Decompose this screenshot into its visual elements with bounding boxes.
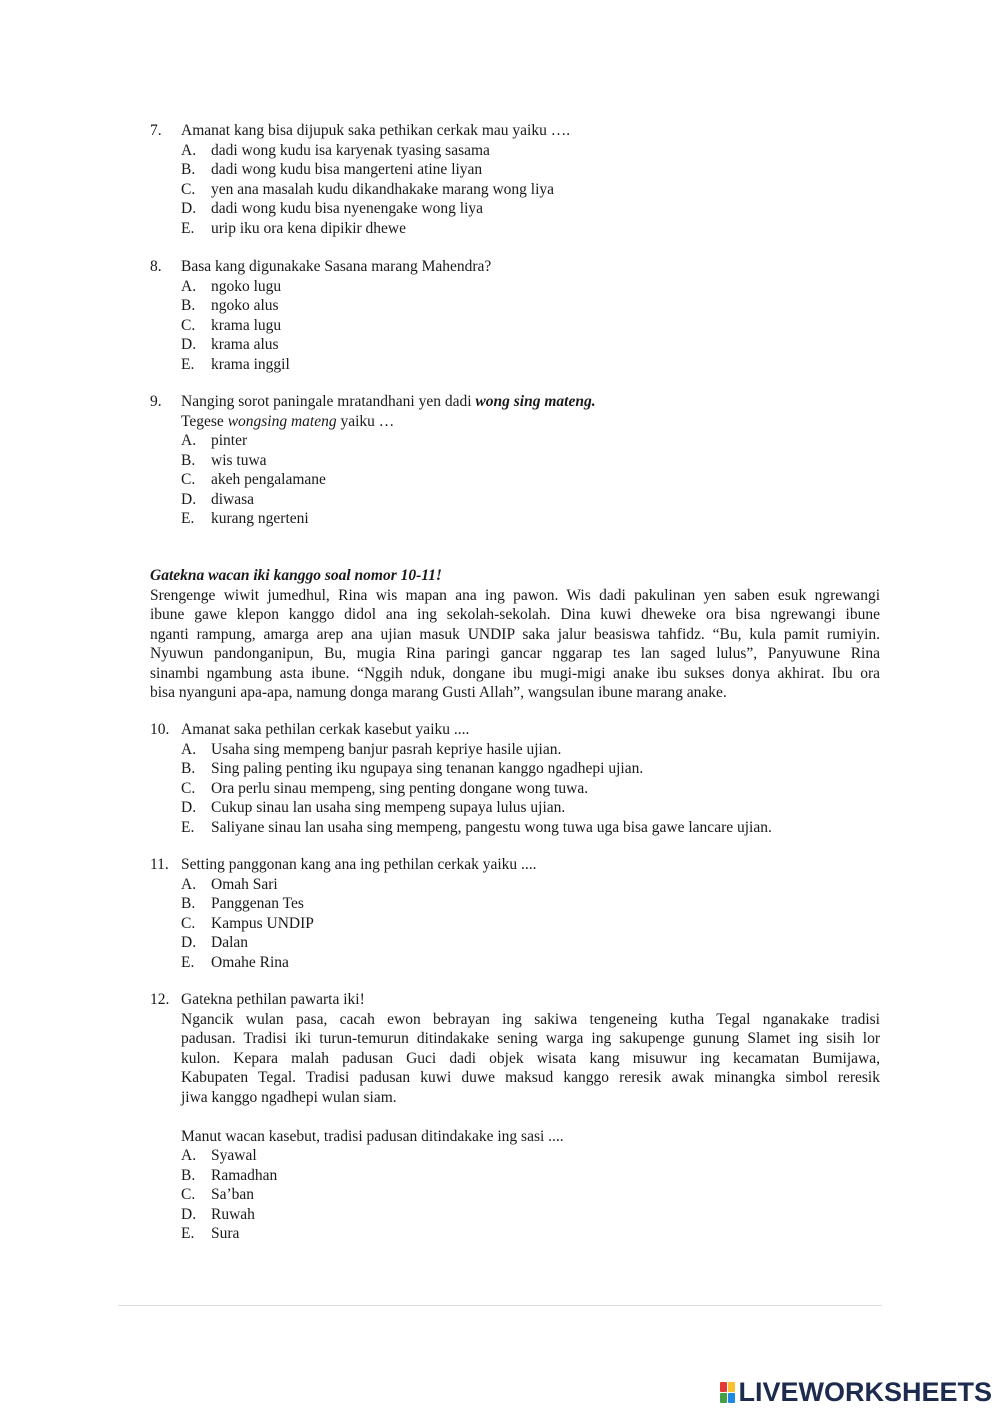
option-item — [181, 219, 880, 239]
option-text: Sing paling penting iku ngupaya sing tenanan kanggo ngadhepi ujian. — [211, 760, 644, 777]
option-letter: D. — [181, 490, 197, 508]
passage-line: Nyuwun pandonganipun, Bu, mugia Rina paringi gancar nggarap tes lan saged lulus”, Panyuwune Rina — [150, 645, 880, 662]
option-item — [181, 141, 880, 161]
option-letter: B. — [181, 161, 196, 178]
option-text: ngoko alus — [211, 297, 279, 314]
passage-line: Srengenge wiwit jumedhul, Rina wis mapan ana ing pawon. Wis dadi pakulinan yen saben esuk ngrewangi — [150, 586, 880, 604]
option-text: Omahe Rina — [211, 953, 289, 971]
option-item — [181, 431, 880, 451]
option-item — [181, 490, 880, 510]
option-text: urip iku ora kena dipikir dhewe — [211, 219, 406, 237]
excerpt-line: jiwa kanggo ngadhepi wulan siam. — [181, 1088, 397, 1106]
question-text — [181, 392, 880, 412]
option-letter: E. — [181, 219, 195, 237]
option-text: dadi wong kudu bisa mangerteni atine liyan — [211, 161, 483, 178]
option-text: dadi wong kudu bisa nyenengake wong liya — [211, 200, 484, 217]
option-text: Cukup sinau lan usaha sing mempeng supaya lulus ujian. — [211, 799, 566, 816]
option-letter: A. — [181, 875, 197, 893]
option-letter: D. — [181, 200, 197, 217]
question-text-emphasis: wong sing mateng. — [475, 393, 596, 410]
question-7 — [150, 121, 880, 238]
question-subtext — [181, 412, 880, 432]
passage-heading: Gatekna wacan iki kanggo soal nomor 10-11! — [150, 567, 442, 584]
option-item — [181, 160, 880, 180]
passage-line: ibune gawe klepon kanggo didol ana ing sekolah-sekolah. Dina kuwi dheweke ora bisa ngrewangi ibune — [150, 606, 880, 623]
subtext-prefix: Tegese — [181, 412, 228, 430]
option-item — [181, 1205, 880, 1225]
excerpt-line: kulon. Kepara malah padusan Guci dadi objek wisata kang misuwur ing kecamatan Bumijawa, — [181, 1049, 880, 1067]
option-text: ngoko lugu — [211, 277, 282, 295]
option-letter: C. — [181, 1186, 196, 1203]
passage-line: nganti rampung, amarga arep ana ujian masuk UNDIP saka jalur beasiswa tahfidz. “Bu, kula pamit rumiyin. — [150, 625, 880, 643]
option-item — [181, 914, 880, 934]
option-item — [181, 953, 880, 973]
option-text: Sura — [211, 1225, 240, 1242]
option-letter: D. — [181, 1205, 197, 1223]
option-item — [181, 933, 880, 953]
question-number: 10. — [150, 721, 170, 738]
subtext-suffix: yaiku … — [336, 412, 395, 430]
question-text: Amanat saka pethilan cerkak kasebut yaiku .... — [181, 721, 470, 738]
question-11 — [150, 855, 880, 972]
option-item — [181, 277, 880, 297]
question-8 — [150, 257, 880, 374]
option-letter: D. — [181, 336, 197, 353]
excerpt-line: Ngancik wulan pasa, cacah ewon bebrayan ing sakiwa tengeneing kutha Tegal nganakake tradisi — [181, 1010, 880, 1028]
excerpt-line: Kabupaten Tegal. Tradisi padusan kuwi duwe maksud kanggo reresik awak minangka simbol reresik — [181, 1069, 880, 1086]
option-item — [181, 1166, 880, 1186]
option-letter: C. — [181, 914, 196, 932]
passage-line: sinambi ngambung asta ibune. “Nggih nduk, dongane ibu mugi-migi anake ibu sukses donya akhirat. Ibu ora — [150, 664, 880, 682]
options-list — [181, 740, 880, 838]
option-letter: B. — [181, 297, 196, 314]
question-text: Basa kang digunakake Sasana marang Mahendra? — [181, 258, 492, 275]
passage-line: bisa nyanguni apa-apa, namung donga marang Gusti Allah”, wangsulan ibune marang anake. — [150, 684, 727, 701]
option-item — [181, 1146, 880, 1166]
option-letter: B. — [181, 895, 196, 912]
option-item — [181, 180, 880, 200]
option-item — [181, 875, 880, 895]
option-text: Ruwah — [211, 1205, 255, 1223]
option-item — [181, 335, 880, 355]
option-letter: C. — [181, 779, 196, 797]
passage-body — [150, 586, 880, 703]
question-12 — [150, 990, 880, 1244]
option-text: Sa’ban — [211, 1186, 255, 1203]
option-letter: B. — [181, 451, 196, 469]
excerpt-line: padusan. Tradisi iki turun-temurun ditindakake sening warga ing sakupenge gunung Slamet ing sisih lor — [181, 1030, 880, 1047]
options-list — [181, 277, 880, 375]
subtext-emphasis: wongsing mateng — [227, 412, 337, 430]
question-text: Gatekna pethilan pawarta iki! — [181, 991, 365, 1008]
news-excerpt — [181, 1010, 880, 1147]
option-text: wis tuwa — [211, 451, 267, 469]
option-text: Kampus UNDIP — [211, 914, 314, 932]
option-letter: A. — [181, 141, 197, 159]
option-letter: C. — [181, 316, 196, 334]
option-item — [181, 894, 880, 914]
option-item — [181, 470, 880, 490]
option-letter: D. — [181, 799, 197, 816]
option-letter: A. — [181, 740, 197, 758]
question-text: Amanat kang bisa dijupuk saka pethikan cerkak mau yaiku …. — [181, 122, 571, 139]
option-text: krama alus — [211, 336, 279, 353]
option-text: kurang ngerteni — [211, 510, 309, 527]
option-item — [181, 759, 880, 779]
option-letter: D. — [181, 934, 197, 951]
option-text: Ramadhan — [211, 1166, 278, 1184]
options-list — [181, 1146, 880, 1244]
option-text: akeh pengalamane — [211, 471, 326, 488]
option-text: krama inggil — [211, 355, 290, 373]
option-text: Dalan — [211, 934, 249, 951]
option-text: dadi wong kudu isa karyenak tyasing sasama — [211, 141, 490, 159]
option-text: Omah Sari — [211, 875, 278, 893]
option-letter: A. — [181, 277, 197, 295]
liveworksheets-brand[interactable] — [720, 1377, 992, 1407]
option-item — [181, 509, 880, 529]
option-text: Usaha sing mempeng banjur pasrah kepriye hasile ujian. — [211, 740, 562, 758]
question-number: 8. — [150, 258, 162, 275]
option-item — [181, 1185, 880, 1205]
option-letter: A. — [181, 432, 197, 449]
options-list — [181, 141, 880, 239]
option-item — [181, 199, 880, 219]
question-number: 12. — [150, 991, 170, 1008]
option-text: diwasa — [211, 490, 255, 508]
option-text: Syawal — [211, 1147, 257, 1164]
footer-divider — [118, 1305, 882, 1306]
option-item — [181, 740, 880, 760]
option-item — [181, 296, 880, 316]
question-text-prefix: Nanging sorot paningale mratandhani yen dadi — [181, 393, 476, 410]
option-text: krama lugu — [211, 316, 282, 334]
option-letter: C. — [181, 180, 196, 198]
option-item — [181, 798, 880, 818]
option-letter: A. — [181, 1147, 197, 1164]
option-item — [181, 355, 880, 375]
question-number: 11. — [150, 856, 169, 873]
option-letter: E. — [181, 818, 195, 836]
option-letter: E. — [181, 355, 195, 373]
option-item — [181, 779, 880, 799]
option-item — [181, 818, 880, 838]
option-letter: B. — [181, 760, 196, 777]
question-10 — [150, 720, 880, 837]
question-9 — [150, 392, 880, 529]
option-letter: E. — [181, 510, 195, 527]
options-list — [181, 431, 880, 529]
option-letter: B. — [181, 1166, 196, 1184]
option-item — [181, 316, 880, 336]
question-number: 7. — [150, 122, 162, 139]
option-text: Saliyane sinau lan usaha sing mempeng, pangestu wong tuwa uga bisa gawe lancare ujian. — [211, 818, 772, 836]
option-text: Panggenan Tes — [211, 895, 304, 912]
option-letter: E. — [181, 1225, 195, 1242]
option-item — [181, 451, 880, 471]
reading-passage — [150, 566, 880, 703]
option-text: pinter — [211, 432, 248, 449]
option-text: yen ana masalah kudu dikandhakake marang wong liya — [211, 180, 555, 198]
option-item — [181, 1224, 880, 1244]
options-list — [181, 875, 880, 973]
question-number: 9. — [150, 393, 162, 410]
option-letter: E. — [181, 953, 195, 971]
question-text: Setting panggonan kang ana ing pethilan cerkak yaiku .... — [181, 856, 537, 873]
liveworksheets-logo-icon — [720, 1382, 735, 1403]
question-prompt: Manut wacan kasebut, tradisi padusan ditindakake ing sasi .... — [181, 1127, 564, 1145]
option-text: Ora perlu sinau mempeng, sing penting dongane wong tuwa. — [211, 779, 589, 797]
brand-name: LIVEWORKSHEETS — [738, 1377, 992, 1407]
option-letter: C. — [181, 471, 196, 488]
